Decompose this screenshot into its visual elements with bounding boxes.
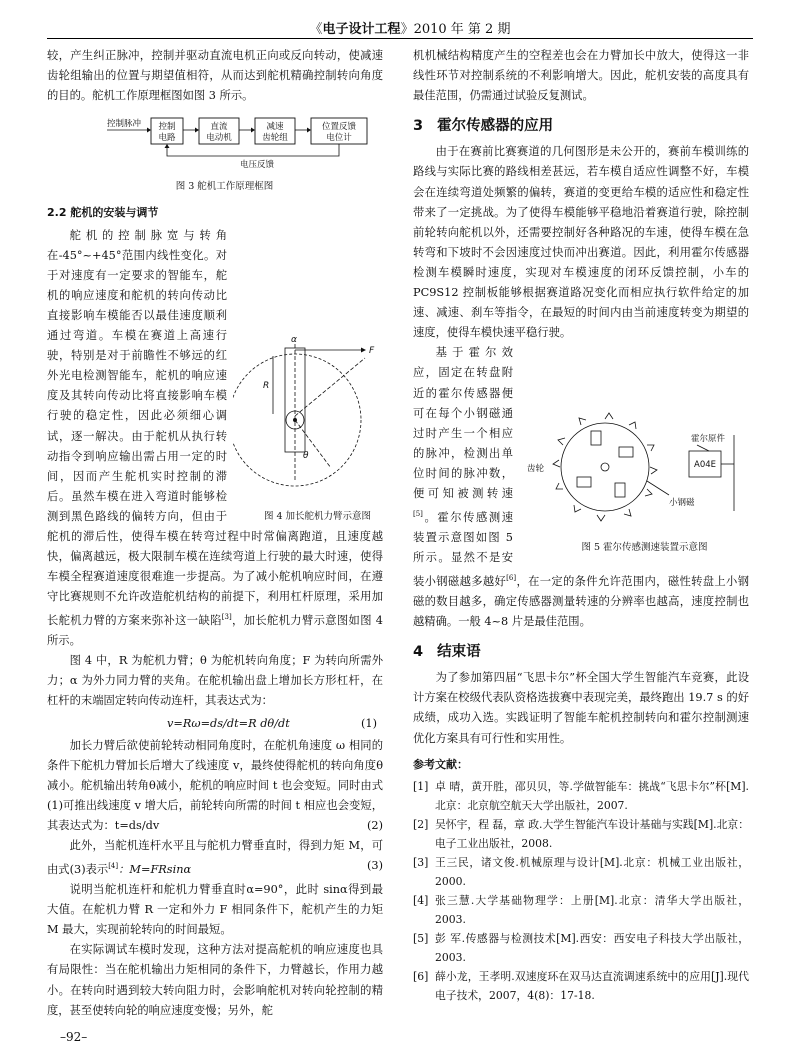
references-list xyxy=(413,777,749,1005)
section-heading-4: 4 结束语 xyxy=(413,644,481,661)
paragraph-fig4-explanation: 图 4 中，R 为舵机力臂；θ 为舵机转向角度；F 为转向所需外力；α 为外力同力臂的夹角。在舵机输出盘上增加长方形杠杆，在杠杆的末端固定转向传动连杆，其表达式为： xyxy=(47,654,383,708)
lever-arm-diagram xyxy=(233,330,383,500)
header-issue: 》2010 年 第 2 期 xyxy=(400,22,511,37)
paragraph-after-eq1: 加长力臂后欲使前轮转动相同角度时，在舵机角速度 ω 相同的条件下舵机力臂加长后增大了线速度 v，最终使得舵机的转向角度θ减小。舵机输出转角θ减小，舵机的响应时间 t 也会变短。同时由式(1)可推出线速度 v 增大后，前轮转向所需的时间 t 相应也会变短，其表达式为：t=ds/dv (2) xyxy=(47,736,383,836)
equation-1-number: (1) xyxy=(360,716,377,730)
block4-line2: 电位计 xyxy=(326,133,352,144)
hall-sensor-diagram xyxy=(519,401,751,531)
page-number: –92– xyxy=(60,1030,88,1044)
subsection-heading-2-2: 2.2 舵机的安装与调节 xyxy=(47,206,159,220)
right-column xyxy=(413,46,749,1005)
block4-line1: 位置反馈 xyxy=(321,122,357,133)
equation-3-body: ：M=FRsinα xyxy=(118,863,192,876)
equation-2-number: (2) xyxy=(366,819,383,833)
block-diagram xyxy=(47,110,383,170)
left-column xyxy=(47,46,383,1021)
reference-item: [3] 王三民，诸文俊.机械原理与设计[M].北京：机械工业出版社，2000. xyxy=(413,855,749,888)
label-magnet: 小钢磁 xyxy=(669,498,695,509)
block3-line1: 减速 xyxy=(266,122,284,133)
header-prefix: 《 xyxy=(309,22,323,37)
label-hall-box: A04E xyxy=(694,460,717,471)
block2-line1: 直流 xyxy=(210,122,228,133)
label-theta: θ xyxy=(303,450,309,461)
feedback-label: 电压反馈 xyxy=(239,160,275,171)
label-F: F xyxy=(369,345,375,356)
paragraph-3a: 由于在赛前比赛赛道的几何图形是未公开的，赛前车模训练的路线与实际比赛的路线相差甚远，若车模自适应性调整不好，车模会在连续弯道处频繁的偏转，赛道的变更给车模的适应性和稳定性带来了一定挑战。为了使得车模能够平稳地沿着赛道行驶，除控制前轮转向舵机以外，还需要控制好各种路况的车速，使得车模在急转弯和下坡时不会因速度过快而冲出赛道。因此，利用霍尔传感器检测车模瞬时速度，实现对车模速度的闭环反馈控制，小车的 PC9S12 控制板能够根据赛道路况变化而相应执行软件给定的加速、减速、刹车等指令，在最短的时间内由当前速度转变为期望的速度，使得车模快速平稳行驶。 xyxy=(413,145,749,340)
label-gear: 齿轮 xyxy=(527,464,545,475)
paragraph-conclusion: 为了参加第四届“飞思卡尔”杯全国大学生智能汽车竞赛，此设计方案在校级代表队资格选拔赛中表现完美，最终跑出 19.7 s 的好成绩，成功入选。实践证明了智能车舵机控制转向和霍尔控制测速优化方案具有可行性和实用性。 xyxy=(413,671,749,745)
running-header xyxy=(60,18,760,37)
references-title: 参考文献： xyxy=(413,757,468,771)
paragraph-last-left: 在实际调试车模时发现，这种方法对提高舵机的响应速度也具有局限性：当在舵机输出力矩相同的条件下，力臂越长，作用力越小。在转向时遇到较大转向阻力时，会影响舵机对转向轮控制的精度，甚至使转向轮的响应速度变慢；另外，舵 xyxy=(47,943,383,1017)
label-R: R xyxy=(263,380,270,391)
figure-3-caption: 图 3 舵机工作原理框图 xyxy=(175,181,274,193)
paragraph-2-2a: 舵机的控制脉宽与转角在-45°~+45°范围内线性变化。对于对速度有一定要求的智能车，舵机的响应速度和舵机的转向传动比直接影响车模能否以最佳速度顺利通过弯道。车模在赛道上高速行驶，特别是对于前瞻性不够远的红外光电检测智能车，舵机的响应速度及其转向传动比将直接影响车模行驶的稳定性，因此必须细心调试，逐一解决。由于舵机从执行转动指令到响应输出需占用一定的时间，因而产生舵机实时控制的滞后。虽然车模在进入弯道时能够检测到黑色路线的偏转方向，但由于舵机的滞后性，使得车模在转弯过程中时常偏离跑道，且速度越快，偏离越远，极大限制车模在连续弯道上行驶的最大时速，使得车模全程赛道速度很难進一步提高。为了减小舵机响应时间，在遵守比赛规则不允许改造舵机结构的前提下，利用杠杆原理，采用加长舵机力臂的方案来弥补这一缺陷[3]，加长舵机力臂示意图如图 4 所示。 xyxy=(47,228,383,648)
journal-name: 电子设计工程 xyxy=(322,22,401,37)
input-label: 控制脉冲 xyxy=(107,119,142,130)
paragraph-intro: 较，产生纠正脉冲，控制并驱动直流电机正向或反向转动，使减速齿轮组输出的位置与期望值相符，从而达到舵机精确控制转向角度的目的。舵机工作原理框图如图 3 所示。 xyxy=(47,49,383,103)
reference-item: [5] 彭 军.传感器与检测技术[M].西安：西安电子科技大学出版社，2003. xyxy=(413,931,749,964)
section-heading-3: 3 霍尔传感器的应用 xyxy=(413,118,554,135)
paragraph-3b: 基于霍尔效应，固定在转盘附近的霍尔传感器便可在每个小钢磁通过时产生一个相应的脉冲，检测出单位时间的脉冲数，便可知被测转速[5]。霍尔传感测速装置示意图如图 5 所示。显然不是安装小钢磁越多越好[6]，在一定的条件允许范围内，磁性转盘上小钢磁的数目越多，确定传感器测量转速的分辨率也越高，速度控制也越精确。一般 4~8 片是最佳范围。 xyxy=(413,346,749,629)
paragraph-after-eq2: 此外，当舵机连杆水平且与舵机力臂垂直时，得到力矩 M，可由式(3)表示[4]：M=FRsinα (3) xyxy=(47,839,383,876)
equation-1-body: v=Rω=ds/dt=R dθ/dt xyxy=(167,716,290,730)
block1-line1: 控制 xyxy=(158,122,176,133)
header-rule xyxy=(47,38,753,39)
label-hall-element: 霍尔原件 xyxy=(691,434,726,445)
paragraph-continuation: 机机械结构精度产生的空程差也会在力臂加长中放大，使得这一非线性环节对控制系统的不利影响增大。因此，舵机安装的高度具有最佳范围，仍需通过试验反复测试。 xyxy=(413,49,749,103)
figure-5-caption: 图 5 霍尔传感测速装置示意图 xyxy=(581,542,708,554)
figure-4-caption: 图 4 加长舵机力臂示意图 xyxy=(263,510,372,522)
equation-3-number: (3) xyxy=(366,859,383,873)
paragraph-eq3-explanation: 说明当舵机连杆和舵机力臂垂直时α=90°，此时 sinα得到最大值。在舵机力臂 R 一定和外力 F 相同条件下，舵机产生的力矩 M 最大，实现前轮转向的时间最短。 xyxy=(47,883,383,937)
block1-line2: 电路 xyxy=(158,133,176,144)
reference-item: [4] 张三慧.大学基础物理学：上册[M].北京：清华大学出版社，2003. xyxy=(413,893,749,926)
reference-item: [6] 薛小龙，王孝明.双速度环在双马达直流调速系统中的应用[J].现代电子技术，2007，4(8)：17-18. xyxy=(413,969,749,1002)
block3-line2: 齿轮组 xyxy=(262,133,288,144)
figure-3 xyxy=(47,110,383,197)
block2-line2: 电动机 xyxy=(206,133,232,144)
equation-1 xyxy=(47,714,383,734)
label-alpha: α xyxy=(291,334,297,345)
reference-item: [2] 吴怀宇，程 磊，章 政.大学生智能汽车设计基础与实践[M].北京：电子工业出版社，2008. xyxy=(413,817,749,850)
reference-item: [1] 卓 晴，黄开胜，邵贝贝，等.学做智能车：挑战“飞思卡尔”杯[M].北京：北京航空航天大学出版社，2007. xyxy=(413,779,749,812)
figure-4 xyxy=(233,330,383,527)
figure-5 xyxy=(519,401,751,558)
